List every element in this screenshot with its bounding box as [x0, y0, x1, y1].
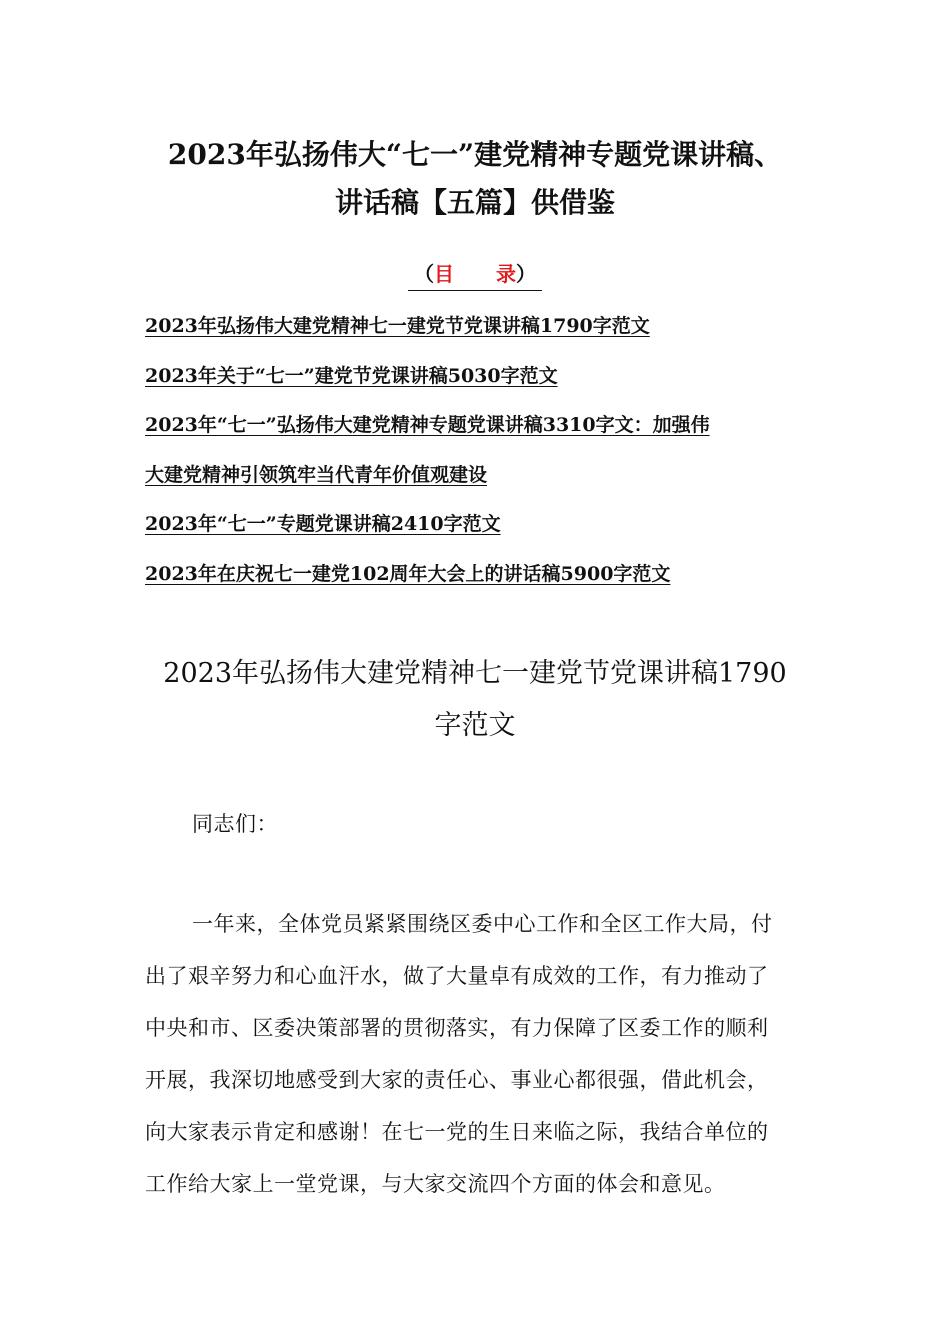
section-title-line-2: 字范文 — [434, 710, 516, 741]
toc-paren-open: （ — [414, 262, 434, 286]
document-title-line-1: 2023年弘扬伟大“七一”建党精神专题党课讲稿、 — [167, 138, 783, 171]
toc-link-2[interactable]: 2023年关于“七一”建党节党课讲稿5030字范文 — [145, 365, 558, 387]
toc-link-3[interactable]: 2023年“七一”弘扬伟大建党精神专题党课讲稿3310字文：加强伟 — [145, 414, 710, 436]
paragraph-line-5: 向大家表示肯定和感谢！在七一党的生日来临之际，我结合单位的 — [145, 1120, 769, 1144]
toc-link-3-continued[interactable]: 大建党精神引领筑牢当代青年价值观建设 — [145, 464, 488, 486]
paragraph-line-2: 出了艰辛努力和心血汗水，做了大量卓有成效的工作，有力推动了 — [145, 964, 769, 988]
section-title-line-1: 2023年弘扬伟大建党精神七一建党节党课讲稿1790 — [163, 658, 787, 689]
toc-link-1[interactable]: 2023年弘扬伟大建党精神七一建党节党课讲稿1790字范文 — [145, 315, 650, 337]
toc-label-lu: 录 — [496, 262, 516, 286]
paragraph-line-3: 中央和市、区委决策部署的贯彻落实，有力保障了区委工作的顺利 — [145, 1016, 769, 1040]
paragraph-line-6: 工作给大家上一堂党课，与大家交流四个方面的体会和意见。 — [145, 1172, 726, 1196]
toc-paren-close: ） — [516, 262, 536, 286]
paragraph-line-4: 开展，我深切地感受到大家的责任心、事业心都很强，借此机会， — [145, 1068, 769, 1092]
toc-heading — [0, 258, 950, 291]
toc-heading-underline — [408, 258, 542, 291]
document-title-line-2: 讲话稿【五篇】供借鉴 — [334, 186, 615, 219]
toc-link-5[interactable]: 2023年在庆祝七一建党102周年大会上的讲话稿5900字范文 — [145, 563, 671, 585]
salutation: 同志们： — [192, 812, 278, 836]
paragraph-line-1: 一年来，全体党员紧紧围绕区委中心工作和全区工作大局，付 — [192, 912, 773, 936]
toc-link-4[interactable]: 2023年“七一”专题党课讲稿2410字范文 — [145, 513, 501, 535]
toc-label-mu: 目 — [434, 262, 454, 286]
